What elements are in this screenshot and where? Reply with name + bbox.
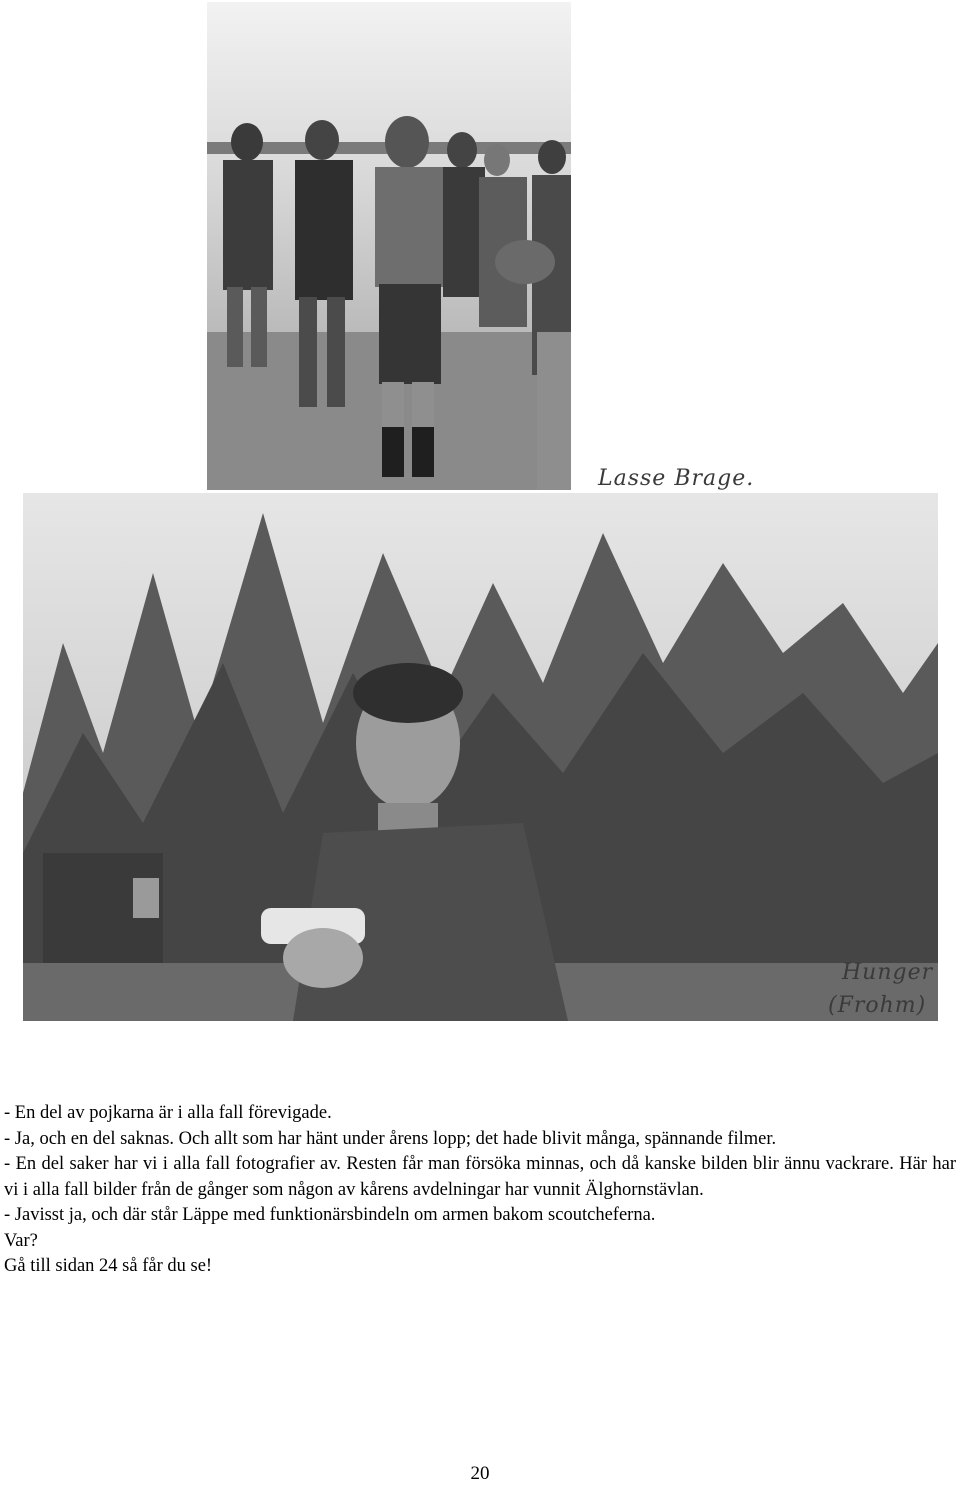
scouts-group-photo — [207, 2, 571, 490]
man-eating-photo-icon — [23, 493, 938, 1021]
photo-caption-lasse-brage: Lasse Brage. — [598, 466, 755, 491]
page-number: 20 — [470, 1463, 490, 1484]
paragraph: Gå till sidan 24 så får du se! — [4, 1256, 213, 1276]
paragraph: Var? — [4, 1230, 38, 1251]
man-eating-photo — [23, 493, 938, 1021]
paragraph: - Javisst ja, och där står Läppe med funktionärsbindeln om armen bakom scoutcheferna. — [4, 1205, 656, 1225]
paragraph: - En del av pojkarna är i alla fall förevigade. — [4, 1103, 332, 1123]
scouts-group-photo-icon — [207, 2, 571, 490]
body-text — [4, 1101, 956, 1280]
photo-caption-frohm: (Frohm) — [828, 993, 927, 1018]
photo-caption-hunger: Hunger — [842, 960, 934, 985]
paragraph: - Ja, och en del saknas. Och allt som har hänt under årens lopp; det hade blivit många, spännande filmer. — [4, 1128, 777, 1149]
paragraph: - En del saker har vi i alla fall fotografier av. Resten får man försöka minnas, och då kanske bilden blir ännu vackrare. Här har vi i alla fall bilder från de gånger som någon av kårens avdelningar har vunnit Älghornstävlan. — [4, 1154, 956, 1200]
